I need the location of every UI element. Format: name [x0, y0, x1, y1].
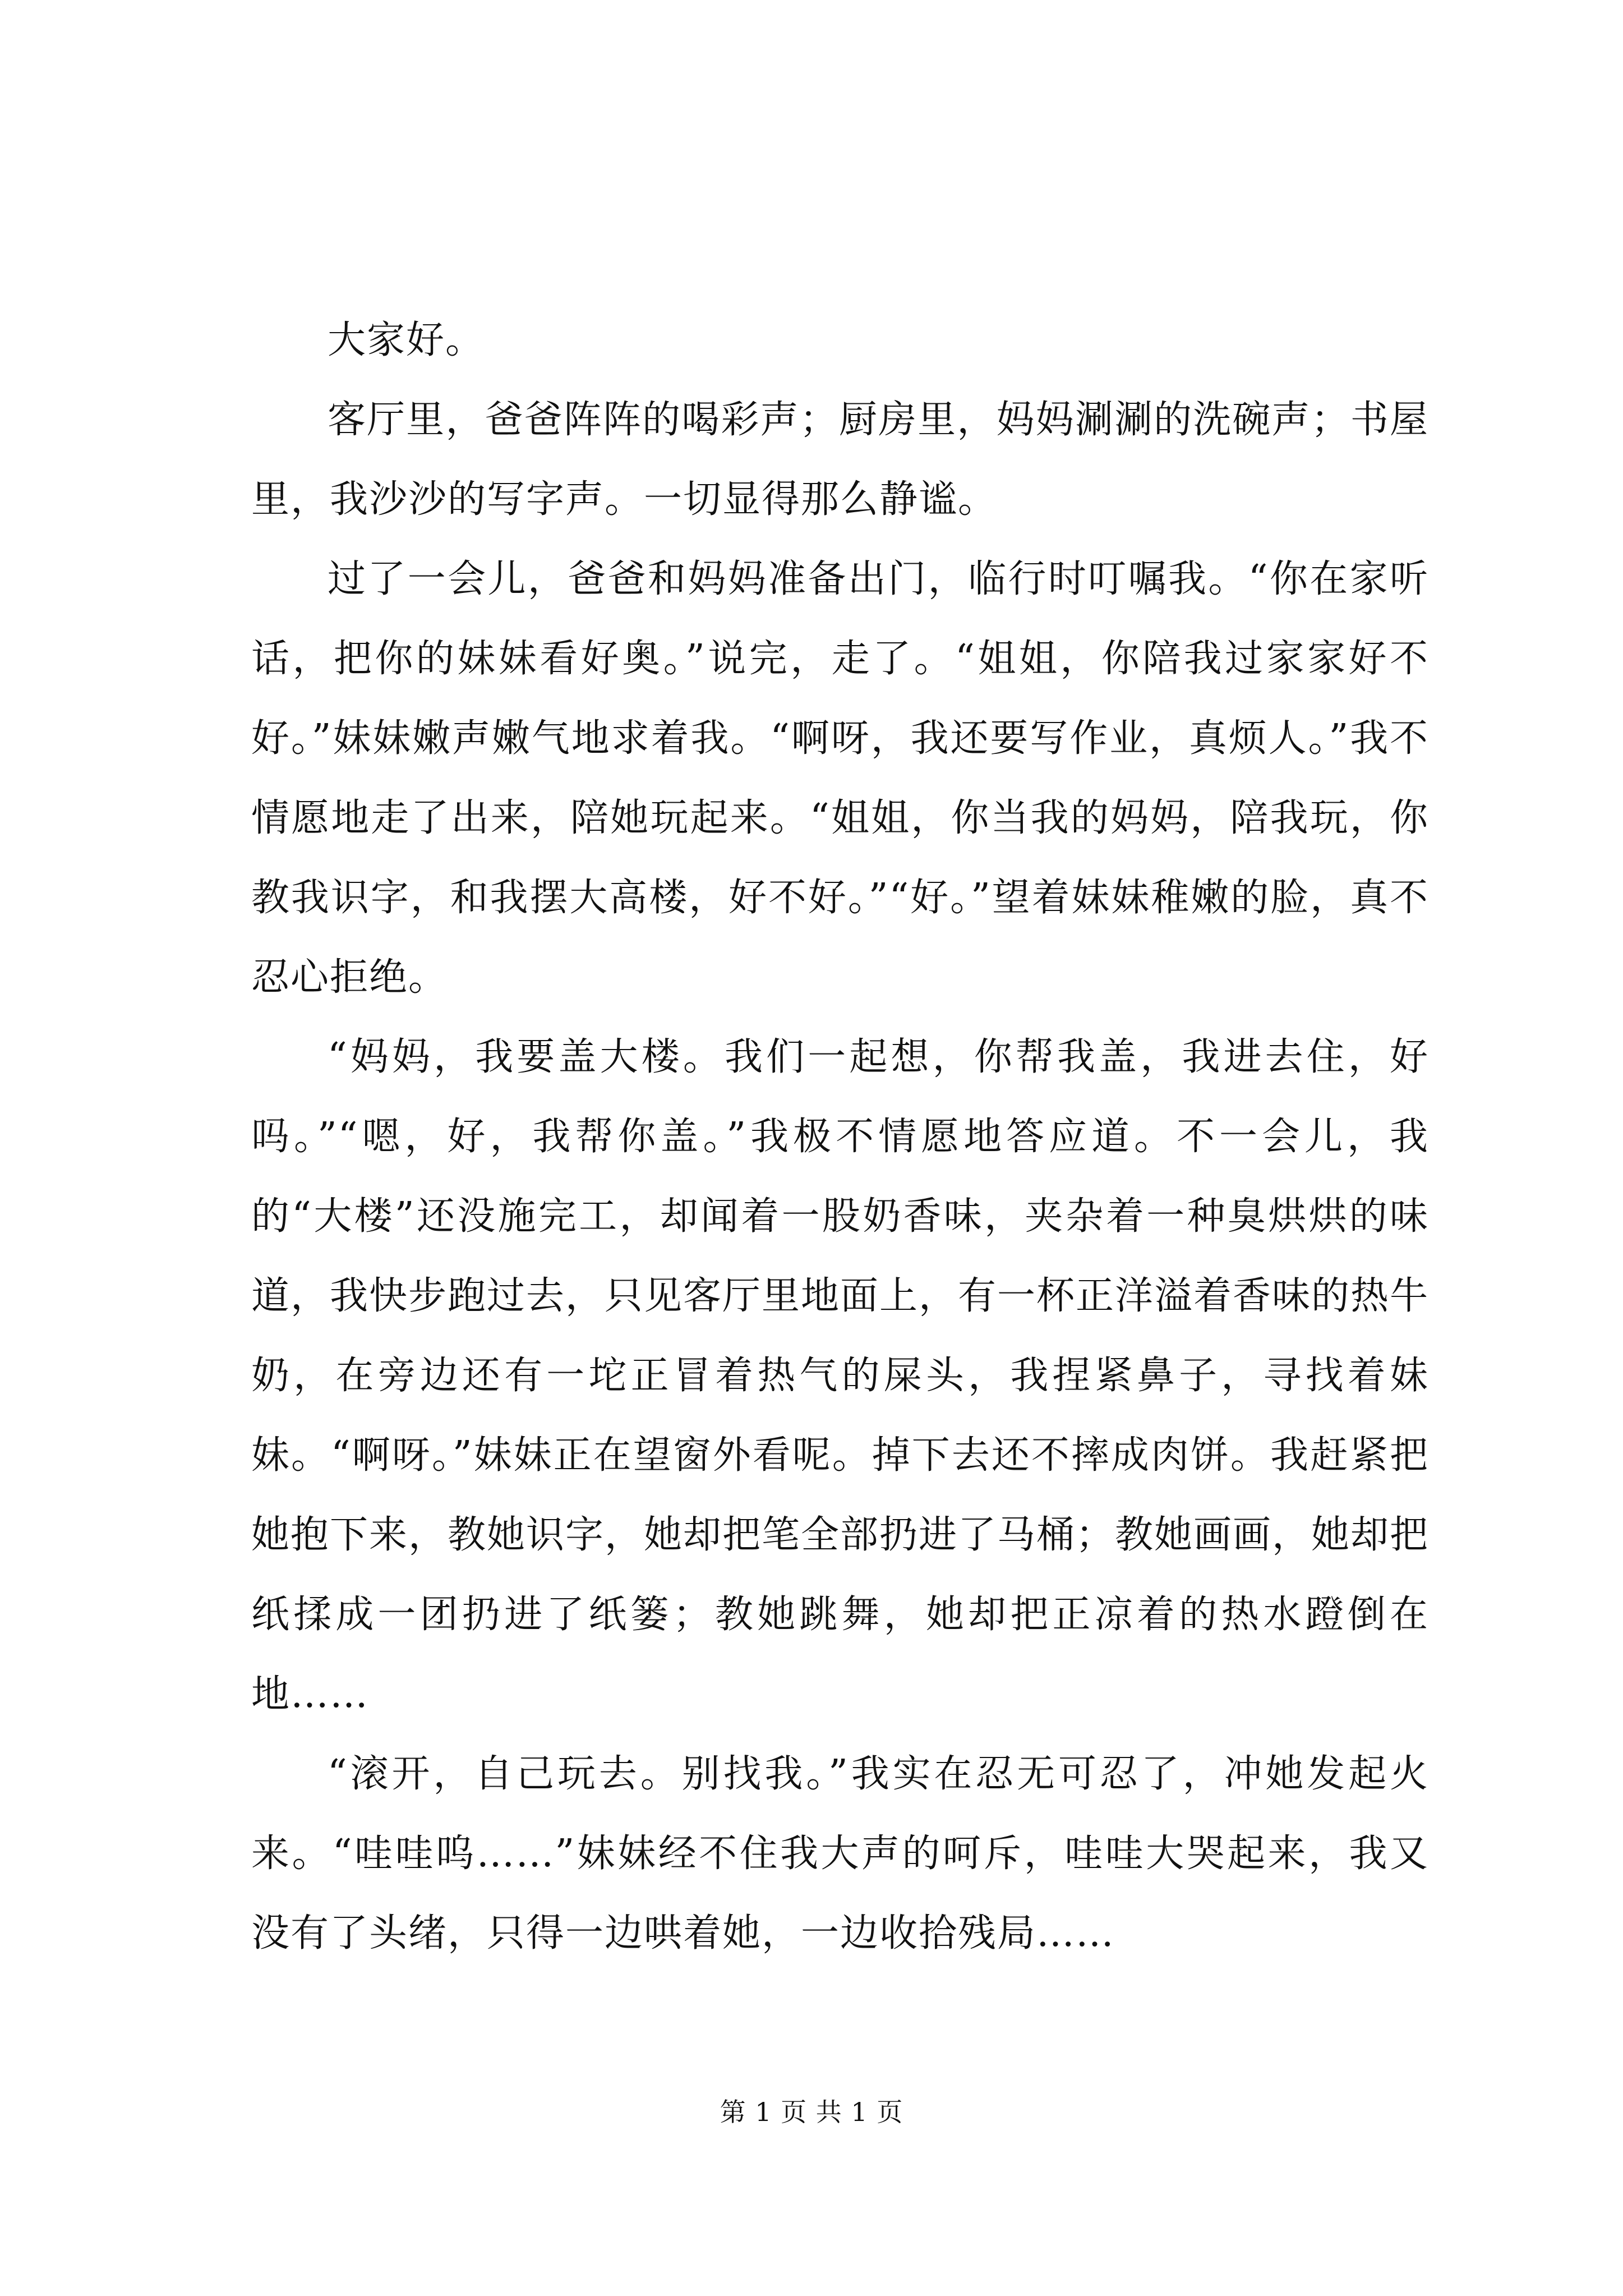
paragraph-losing-temper: “滚开，自己玩去。别找我。”我实在忍无可忍了，冲她发起火来。“哇哇呜……”妹妹经不住我大声的呵斥，哇哇大哭起来，我又没有了头绪，只得一边哄着她，一边收拾残局……: [251, 1752, 1429, 1955]
paragraph-greeting: 大家好。: [328, 318, 485, 362]
document-body: [251, 301, 1429, 1973]
page-footer: 第 1 页 共 1 页: [720, 2097, 903, 2127]
paragraph-building-play: “妈妈，我要盖大楼。我们一起想，你帮我盖，我进去住，好吗。”“嗯，好，我帮你盖。”我极不情愿地答应道。不一会儿，我的“大楼”还没施完工，却闻着一股奶香味，夹杂着一种臭烘烘的味道，我快步跑过去，只见客厅里地面上，有一杯正洋溢着香味的热牛奶，在旁边还有一坨正冒着热气的屎头，我捏紧鼻子，寻找着妹妹。“啊呀。”妹妹正在望窗外看呢。掉下去还不摔成肉饼。我赶紧把她抱下来，教她识字，她却把笔全部扔进了马桶；教她画画，她却把纸揉成一团扔进了纸篓；教她跳舞，她却把正凉着的热水蹬倒在地……: [251, 1035, 1430, 1717]
paragraph-home-sounds: 客厅里，爸爸阵阵的喝彩声；厨房里，妈妈涮涮的洗碗声；书屋里，我沙沙的写字声。一切显得那么静谧。: [251, 398, 1429, 522]
paragraph-parents-leave: 过了一会儿，爸爸和妈妈准备出门，临行时叮嘱我。“你在家听话，把你的妹妹看好奥。”说完，走了。“姐姐，你陪我过家家好不好。”妹妹嫩声嫩气地求着我。“啊呀，我还要写作业，真烦人。”我不情愿地走了出来，陪她玩起来。“姐姐，你当我的妈妈，陪我玩，你教我识字，和我摆大高楼，好不好。”“好。”望着妹妹稚嫩的脸，真不忍心拒绝。: [251, 557, 1429, 1000]
